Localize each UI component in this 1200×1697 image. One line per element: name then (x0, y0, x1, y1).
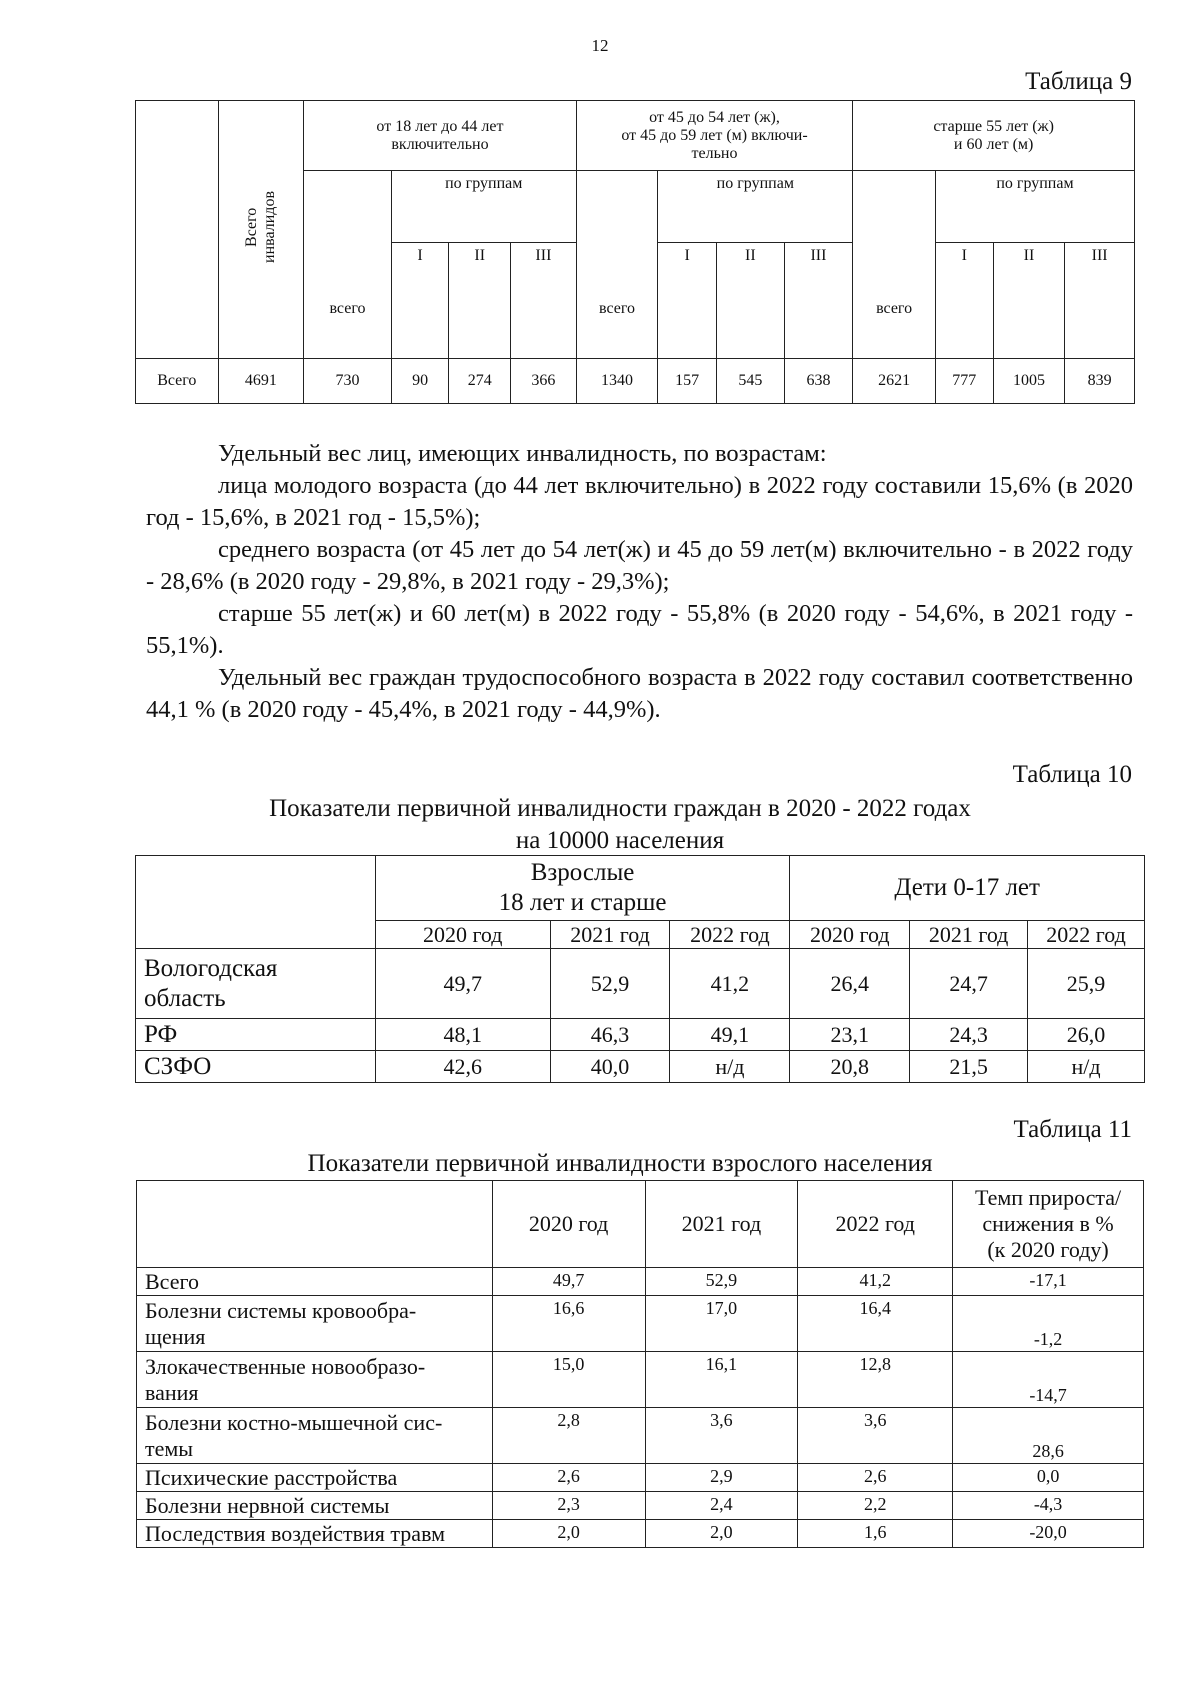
table-cell: 777 (935, 359, 993, 404)
table-cell: 2,6 (798, 1464, 953, 1492)
table11-row-name: Болезни нервной системы (137, 1492, 493, 1520)
table-cell: 274 (449, 359, 511, 404)
table9-total-cell: всего (304, 171, 392, 359)
table-cell: 23,1 (790, 1019, 910, 1051)
table10 (135, 855, 1145, 1083)
table9-roman: III (784, 243, 853, 359)
table-row (136, 949, 1145, 1019)
table-cell: 2,9 (645, 1464, 798, 1492)
table-row (137, 1520, 1144, 1548)
table10-row-name: СЗФО (136, 1051, 376, 1083)
table-cell: 16,6 (492, 1296, 645, 1352)
table9-total-cell: всего (576, 171, 658, 359)
table9-group-header: от 18 лет до 44 лет включительно (304, 101, 577, 171)
table11-header: Темп прироста/ снижения в % (к 2020 году) (953, 1181, 1144, 1268)
table-cell: 25,9 (1028, 949, 1145, 1019)
table-cell: 41,2 (670, 949, 790, 1019)
table-cell: 49,1 (670, 1019, 790, 1051)
table10-label: Таблица 10 (1012, 761, 1132, 788)
table10-row-name: РФ (136, 1019, 376, 1051)
table-row (137, 1464, 1144, 1492)
table10-year-header: 2021 год (550, 921, 670, 949)
table10-year-header: 2022 год (670, 921, 790, 949)
table11-empty-corner (137, 1181, 493, 1268)
table-cell: 730 (304, 359, 392, 404)
table11-header: 2020 год (492, 1181, 645, 1268)
table11-header: 2021 год (645, 1181, 798, 1268)
table9-label: Таблица 9 (1025, 68, 1132, 95)
table-cell: 3,6 (645, 1408, 798, 1464)
table-cell: 42,6 (375, 1051, 550, 1083)
table9-by-groups: по группам (391, 171, 576, 243)
table-cell: 24,3 (910, 1019, 1028, 1051)
table-cell: 839 (1065, 359, 1135, 404)
table9-roman: II (717, 243, 785, 359)
table10-year-header: 2020 год (790, 921, 910, 949)
table9-roman: II (993, 243, 1065, 359)
table-row (137, 1408, 1144, 1464)
table-cell: 46,3 (550, 1019, 670, 1051)
table-cell: 20,8 (790, 1051, 910, 1083)
table11-row-name: Всего (137, 1268, 493, 1296)
table-cell: 52,9 (550, 949, 670, 1019)
table-row (137, 1268, 1144, 1296)
table9-by-groups: по группам (935, 171, 1134, 243)
table9-roman: III (511, 243, 577, 359)
table-cell: 52,9 (645, 1268, 798, 1296)
table11 (136, 1180, 1144, 1548)
table9-roman: II (449, 243, 511, 359)
table-cell: 24,7 (910, 949, 1028, 1019)
table-cell: 90 (391, 359, 449, 404)
table-cell: 49,7 (492, 1268, 645, 1296)
table-cell: 26,0 (1028, 1019, 1145, 1051)
table-cell: 1340 (576, 359, 658, 404)
table-cell: н/д (1028, 1051, 1145, 1083)
table-row (136, 359, 1135, 404)
table-row (136, 1019, 1145, 1051)
table10-empty-corner (136, 856, 376, 949)
table-cell: 2,8 (492, 1408, 645, 1464)
table9 (135, 100, 1135, 404)
table-cell: 17,0 (645, 1296, 798, 1352)
table10-title: Показатели первичной инвалидности граждан в 2020 - 2022 годах на 10000 населения (269, 795, 971, 854)
table-row (137, 1296, 1144, 1352)
table10-year-header: 2021 год (910, 921, 1028, 949)
table-row (136, 1051, 1145, 1083)
table-cell: -20,0 (953, 1520, 1144, 1548)
table-cell: 15,0 (492, 1352, 645, 1408)
table-cell: -1,2 (953, 1296, 1144, 1352)
table-cell: 1,6 (798, 1520, 953, 1548)
table-cell: 2621 (853, 359, 936, 404)
table-cell: -14,7 (953, 1352, 1144, 1408)
body-text (146, 438, 1133, 726)
table10-year-header: 2022 год (1028, 921, 1145, 949)
table-cell: 366 (511, 359, 577, 404)
table-cell: 2,4 (645, 1492, 798, 1520)
table-cell: 12,8 (798, 1352, 953, 1408)
table-cell: 4691 (218, 359, 304, 404)
table9-roman: I (391, 243, 449, 359)
table11-header: 2022 год (798, 1181, 953, 1268)
table-cell: 1005 (993, 359, 1065, 404)
table-cell: 2,2 (798, 1492, 953, 1520)
table9-empty-corner (136, 101, 219, 359)
table-cell: -4,3 (953, 1492, 1144, 1520)
table11-row-name: Злокачественные новообразо- вания (137, 1352, 493, 1408)
table9-row-label: Всего (136, 359, 219, 404)
table-cell: 16,4 (798, 1296, 953, 1352)
table-cell: 2,6 (492, 1464, 645, 1492)
table-cell: 3,6 (798, 1408, 953, 1464)
table-cell: 49,7 (375, 949, 550, 1019)
table9-total-cell: всего (853, 171, 936, 359)
table9-roman: I (935, 243, 993, 359)
table-cell: 16,1 (645, 1352, 798, 1408)
table-row (137, 1492, 1144, 1520)
paragraph: Удельный вес лиц, имеющих инвалидность, по возрастам: (218, 440, 827, 467)
table9-roman: III (1065, 243, 1135, 359)
paragraph: лица молодого возраста (до 44 лет включительно) в 2022 году составили 15,6% (в 2020 год - 15,6%, в 2021 год - 15,5%); (146, 472, 1133, 531)
table-row (137, 1352, 1144, 1408)
table-cell: 638 (784, 359, 853, 404)
table10-children-header: Дети 0-17 лет (790, 856, 1145, 921)
table10-year-header: 2020 год (375, 921, 550, 949)
table-cell: 157 (658, 359, 717, 404)
table-cell: 2,0 (492, 1520, 645, 1548)
table11-title: Показатели первичной инвалидности взрослого населения (307, 1150, 933, 1177)
table9-roman: I (658, 243, 717, 359)
table-cell: 26,4 (790, 949, 910, 1019)
table-cell: 28,6 (953, 1408, 1144, 1464)
table11-row-name: Болезни костно-мышечной сис- темы (137, 1408, 493, 1464)
table-cell: 2,0 (645, 1520, 798, 1548)
table-cell: 21,5 (910, 1051, 1028, 1083)
table10-row-name: Вологодская область (136, 949, 376, 1019)
table-cell: 2,3 (492, 1492, 645, 1520)
table-cell: 545 (717, 359, 785, 404)
page-number: 12 (591, 36, 609, 55)
paragraph: старше 55 лет(ж) и 60 лет(м) в 2022 году - 55,8% (в 2020 году - 54,6%, в 2021 году - 55,1%). (146, 600, 1133, 659)
table-cell: 41,2 (798, 1268, 953, 1296)
table-cell: 40,0 (550, 1051, 670, 1083)
table11-label: Таблица 11 (1013, 1116, 1132, 1143)
table11-row-name: Психические расстройства (137, 1464, 493, 1492)
table10-adults-header: Взрослые 18 лет и старше (375, 856, 790, 921)
table9-by-groups: по группам (658, 171, 853, 243)
table-cell: 0,0 (953, 1464, 1144, 1492)
table-cell: -17,1 (953, 1268, 1144, 1296)
table9-group-header: старше 55 лет (ж) и 60 лет (м) (853, 101, 1135, 171)
paragraph: Удельный вес граждан трудоспособного возраста в 2022 году составил соответственно 44,1 % (в 2020 году - 45,4%, в 2021 году - 44,9%). (146, 664, 1133, 723)
table-cell: н/д (670, 1051, 790, 1083)
table9-total-header: Всего инвалидов (218, 101, 304, 359)
table-cell: 48,1 (375, 1019, 550, 1051)
paragraph: среднего возраста (от 45 лет до 54 лет(ж) и 45 до 59 лет(м) включительно - в 2022 году - 28,6% (в 2020 году - 29,8%, в 2021 году - 29,3%); (146, 536, 1133, 595)
table11-row-name: Последствия воздействия травм (137, 1520, 493, 1548)
table9-group-header: от 45 до 54 лет (ж), от 45 до 59 лет (м) включи- тельно (576, 101, 853, 171)
table11-row-name: Болезни системы кровообра- щения (137, 1296, 493, 1352)
